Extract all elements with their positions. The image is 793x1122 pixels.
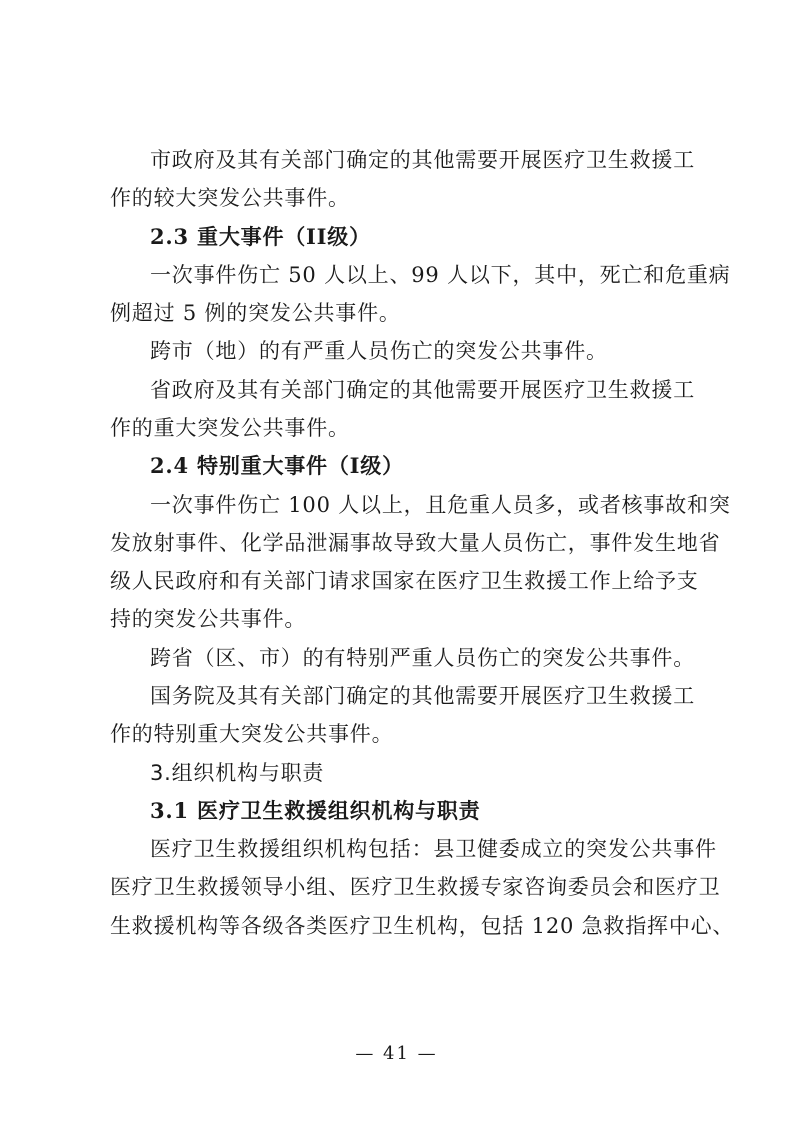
- paragraph-line: 发放射事件、化学品泄漏事故导致大量人员伤亡，事件发生地省: [110, 531, 721, 555]
- paragraph-line: 生救援机构等各级各类医疗卫生机构，包括 120 急救指挥中心、: [110, 914, 735, 938]
- paragraph-line: 一次事件伤亡 50 人以上、99 人以下，其中，死亡和危重病: [150, 263, 731, 287]
- paragraph-line: 医疗卫生救援领导小组、医疗卫生救援专家咨询委员会和医疗卫: [110, 875, 721, 899]
- page-number: — 41 —: [355, 1043, 438, 1064]
- heading-3: 3.组织机构与职责: [150, 761, 325, 785]
- paragraph-line: 跨市（地）的有严重人员伤亡的突发公共事件。: [150, 339, 608, 363]
- paragraph-line: 例超过 5 例的突发公共事件。: [110, 301, 401, 325]
- heading-3-1: 3.1 医疗卫生救援组织机构与职责: [150, 798, 481, 823]
- paragraph-line: 持的突发公共事件。: [110, 607, 307, 631]
- heading-2-4: 2.4 特别重大事件（I级）: [150, 453, 404, 478]
- paragraph-line: 作的较大突发公共事件。: [110, 186, 350, 210]
- paragraph-line: 医疗卫生救援组织机构包括：县卫健委成立的突发公共事件: [150, 837, 717, 861]
- paragraph-line: 一次事件伤亡 100 人以上，且危重人员多，或者核事故和突: [150, 493, 731, 517]
- paragraph-line: 作的特别重大突发公共事件。: [110, 722, 394, 746]
- paragraph-line: 级人民政府和有关部门请求国家在医疗卫生救援工作上给予支: [110, 569, 699, 593]
- heading-2-3: 2.3 重大事件（II级）: [150, 224, 371, 249]
- paragraph-line: 国务院及其有关部门确定的其他需要开展医疗卫生救援工: [150, 684, 695, 708]
- paragraph-line: 跨省（区、市）的有特别严重人员伤亡的突发公共事件。: [150, 646, 695, 670]
- paragraph-line: 作的重大突发公共事件。: [110, 416, 350, 440]
- paragraph-line: 市政府及其有关部门确定的其他需要开展医疗卫生救援工: [150, 148, 695, 172]
- paragraph-line: 省政府及其有关部门确定的其他需要开展医疗卫生救援工: [150, 378, 695, 402]
